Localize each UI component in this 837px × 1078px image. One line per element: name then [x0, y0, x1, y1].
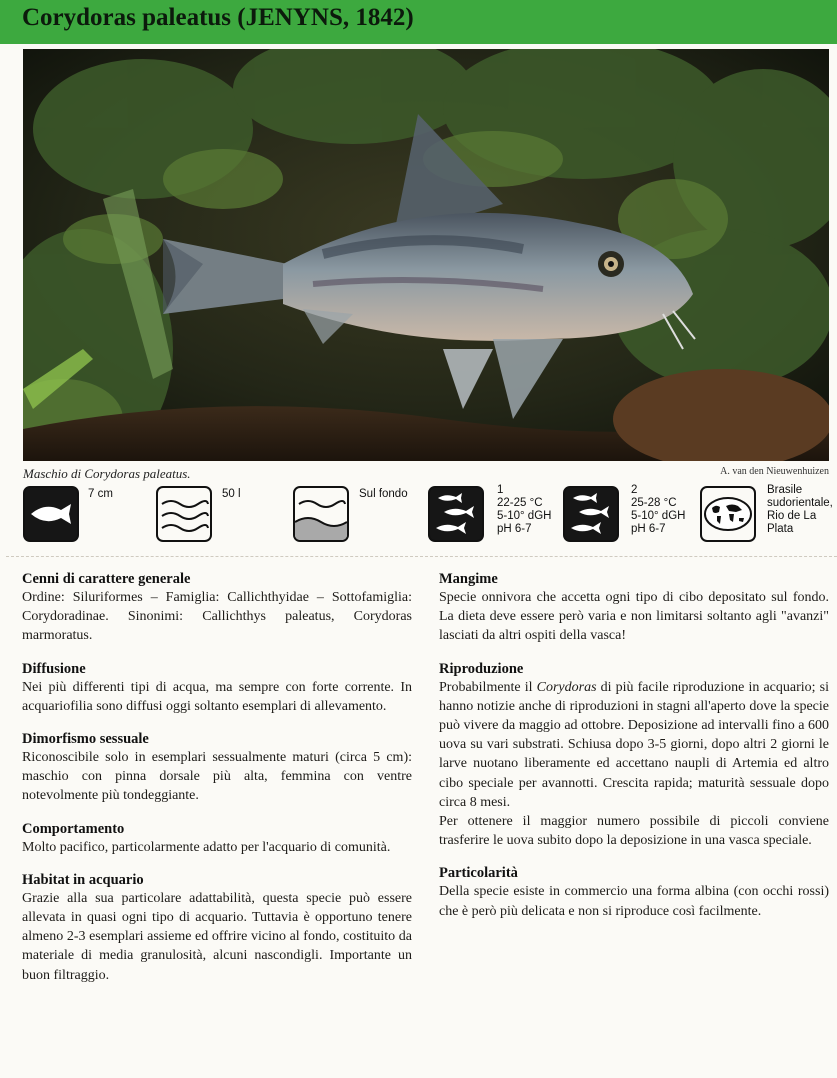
school-of-fish-icon: [428, 486, 484, 542]
tank-volume-icon: [156, 486, 212, 542]
section-title: Cenni di carattere generale: [22, 571, 191, 587]
section-text-2: Per ottenere il maggior numero possibile di piccoli conviene trasferire le uova subito dopo la deposizione in una vasca speciale.: [439, 814, 829, 849]
section-divider: [6, 556, 837, 557]
fish-size-icon: [23, 486, 79, 542]
section-text: Ordine: Siluriformes – Famiglia: Callichthyidae – Sottofamiglia: Corydoradinae. Sinonimi: Callichthys paleatus, Corydoras marmoratus.: [22, 590, 412, 644]
section-notes: [439, 864, 829, 920]
text-part: di più facile riproduzione in acquario; si hanno notizie anche di riproduzioni in stagni all'aperto dove la specie può vivere da maggio ad ottobre. Deposizione ad intervalli fino a 600 uova su vari substrati. Schiusa dopo 3-5 giorni, dopo altri 2 giorni le larve nuotano liberamente ed accettano naupli di Artemia ed altro cibo speciale per avannotti. Crescita rapida; maturità sessuale dopo circa 8 mesi.: [439, 679, 829, 810]
section-text: Della specie esiste in commercio una forma albina (con occhi rossi) che è però più delicata e non si riproduce così facilmente.: [439, 884, 829, 919]
section-text: Nei più differenti tipi di acqua, ma sempre con forte corrente. In acquariofilia sono diffusi oggi soltanto esemplari di allevamento.: [22, 679, 412, 714]
section-text: Grazie alla sua particolare adattabilità, questa specie può essere allevata in quasi ogni tipo di acquario. Tuttavia è opportuno tenere almeno 2-3 esemplari assieme ed offrire vicino al fondo, costituito da materiale di media granulosità, alcuni nascondigli. Importante un buon filtraggio.: [22, 890, 412, 983]
fish-photo: [23, 49, 829, 461]
section-title: Habitat in acquario: [22, 871, 144, 888]
size-label: 7 cm: [88, 488, 113, 500]
section-behaviour: [22, 820, 412, 857]
temperature-hardness-label-1: 1 22-25 °C 5-10° dGH pH 6-7: [497, 484, 552, 535]
genus-name: Corydoras: [536, 679, 597, 695]
section-reproduction: [439, 660, 829, 851]
photo-credit: A. van den Nieuwenhuizen: [720, 466, 829, 477]
section-text: [439, 678, 829, 812]
distribution-label: Brasile sudorientale, Rio de La Plata: [767, 484, 833, 535]
volume-label: 50 l: [222, 488, 241, 500]
species-title: Corydoras paleatus (JENYNS, 1842): [22, 4, 414, 31]
section-general: [22, 570, 412, 646]
section-text: Riconoscibile solo in esemplari sessualmente maturi (circa 5 cm): maschio con pinna dorsale più alta, femmina con ventre notevolmente più tondeggiante.: [22, 750, 412, 804]
section-title: Riproduzione: [439, 660, 524, 677]
text-part: Probabilmente il: [439, 679, 537, 695]
section-dimorphism: [22, 730, 412, 806]
title-bar: [0, 0, 837, 44]
section-title: Mangime: [439, 571, 498, 587]
care-icons-row: [0, 484, 837, 548]
section-food: [439, 570, 829, 646]
section-title: Dimorfismo sessuale: [22, 731, 149, 748]
right-column: [439, 570, 829, 933]
swim-zone-label: Sul fondo: [359, 488, 408, 500]
section-title: Diffusione: [22, 660, 86, 677]
school-of-fish-icon: [563, 486, 619, 542]
left-column: [22, 570, 412, 997]
photo-caption: Maschio di Corydoras paleatus.: [23, 466, 191, 481]
section-text: Molto pacifico, particolarmente adatto per l'acquario di comunità.: [22, 839, 391, 855]
world-map-icon: [700, 486, 756, 542]
section-title: Particolarità: [439, 865, 518, 882]
section-distribution: [22, 660, 412, 716]
corydoras-illustration: [23, 49, 829, 461]
section-title: Comportamento: [22, 820, 125, 837]
temperature-hardness-label-2: 2 25-28 °C 5-10° dGH pH 6-7: [631, 484, 686, 535]
section-text: Specie onnivora che accetta ogni tipo di cibo depositato sul fondo. La dieta deve essere però varia e non limitarsi soltanto agli "avanzi" lasciati da altri ospiti della vasca!: [439, 590, 829, 644]
section-habitat: [22, 871, 412, 985]
water-level-bottom-icon: [293, 486, 349, 542]
